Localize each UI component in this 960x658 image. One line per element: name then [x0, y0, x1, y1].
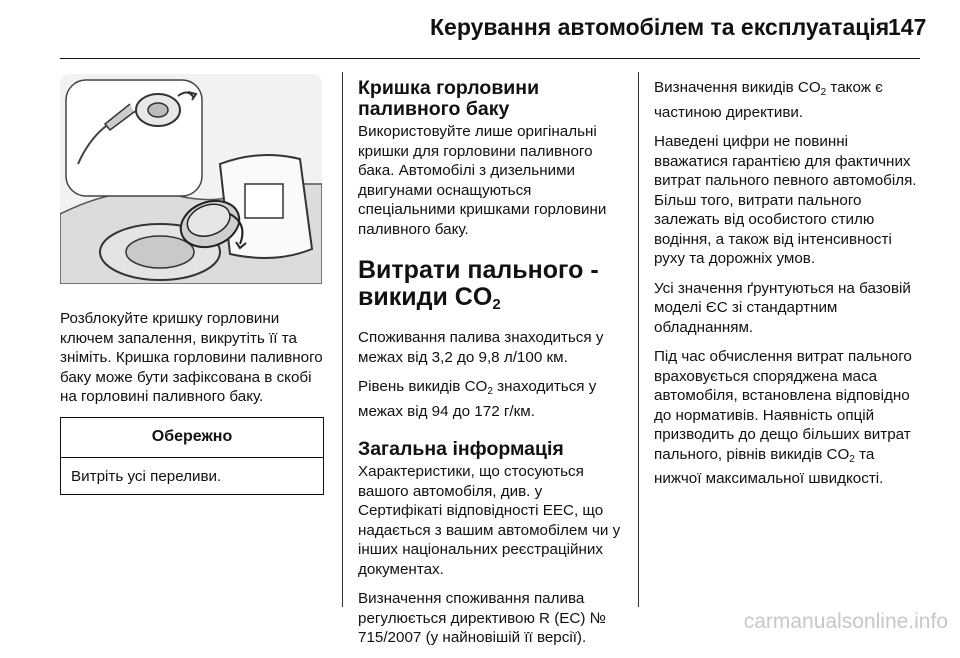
watermark: carmanualsonline.info [743, 610, 948, 633]
left-column [60, 78, 325, 495]
caution-text: Витріть усі переливи. [71, 467, 222, 485]
co2-definition-text: Визначення викидів $CO_2$ також є частиною директиви. [654, 79, 883, 121]
fuel-filler-cap-illustration-icon [60, 74, 322, 284]
emissions-text: Рівень викидів $CO_2$ знаходиться у межах від 94 до 172 г/км. [358, 378, 597, 420]
figures-disclaimer-text: Наведені цифри не повинні вважатися гарантією для фактичних витрат пального певного автомобіля. Більш того, витрати пального залежать від особистого стилю водіння, а також від інтенсивності руху та дорожніх умов. [654, 133, 917, 267]
fuel-cap-heading: Кришка горловини паливного баку [358, 77, 540, 120]
middle-column [358, 78, 623, 658]
caution-title: Обережно [61, 418, 323, 458]
instruction-caption: Розблокуйте кришку горловини ключем запалення, викрутіть її та зніміть. Кришка горловини паливного баку може бути зафіксована в скобі на горловині паливного баку. [60, 310, 323, 405]
calculation-text: Під час обчислення витрат пального враховується споряджена маса автомобіля, встановлена відповідно до нормативів. Наявність опцій призводить до дещо більших витрат пального, рівнів викидів $CO_2$ та нижчої максимальної швидкості. [654, 348, 912, 487]
column-divider-2 [638, 72, 639, 607]
header-title: Керування автомобілем та експлуатація [430, 14, 890, 40]
consumption-text: Споживання палива знаходиться у межах від 3,2 до 9,8 л/100 км. [358, 329, 604, 366]
caution-box [60, 417, 324, 495]
definition-text: Визначення споживання палива регулюється директивою R (EC) № 715/2007 (у найновішій її версії). [358, 590, 606, 646]
page-number: 147 [888, 14, 927, 40]
fuel-cap-text: Використовуйте лише оригінальні кришки для горловини паливного бака. Автомобілі з дизельними двигунами оснащуються спеціальними кришками горловини паливного баку. [358, 123, 607, 238]
consumption-heading: Витрати пального - викиди $CO_2$ [358, 256, 599, 313]
right-column [654, 78, 922, 499]
base-model-text: Усі значення ґрунтуються на базовій моделі ЄС зі стандартним обладнанням. [654, 279, 911, 336]
header-rule [60, 58, 920, 59]
general-info-text: Характеристики, що стосуються вашого автомобіля, див. у Сертифікаті відповідності ЕЕС, що надається з вашим автомобілем чи у інших національних реєстраційних документах. [358, 463, 621, 578]
general-info-heading: Загальна інформація [358, 438, 564, 460]
column-divider-1 [342, 72, 343, 607]
